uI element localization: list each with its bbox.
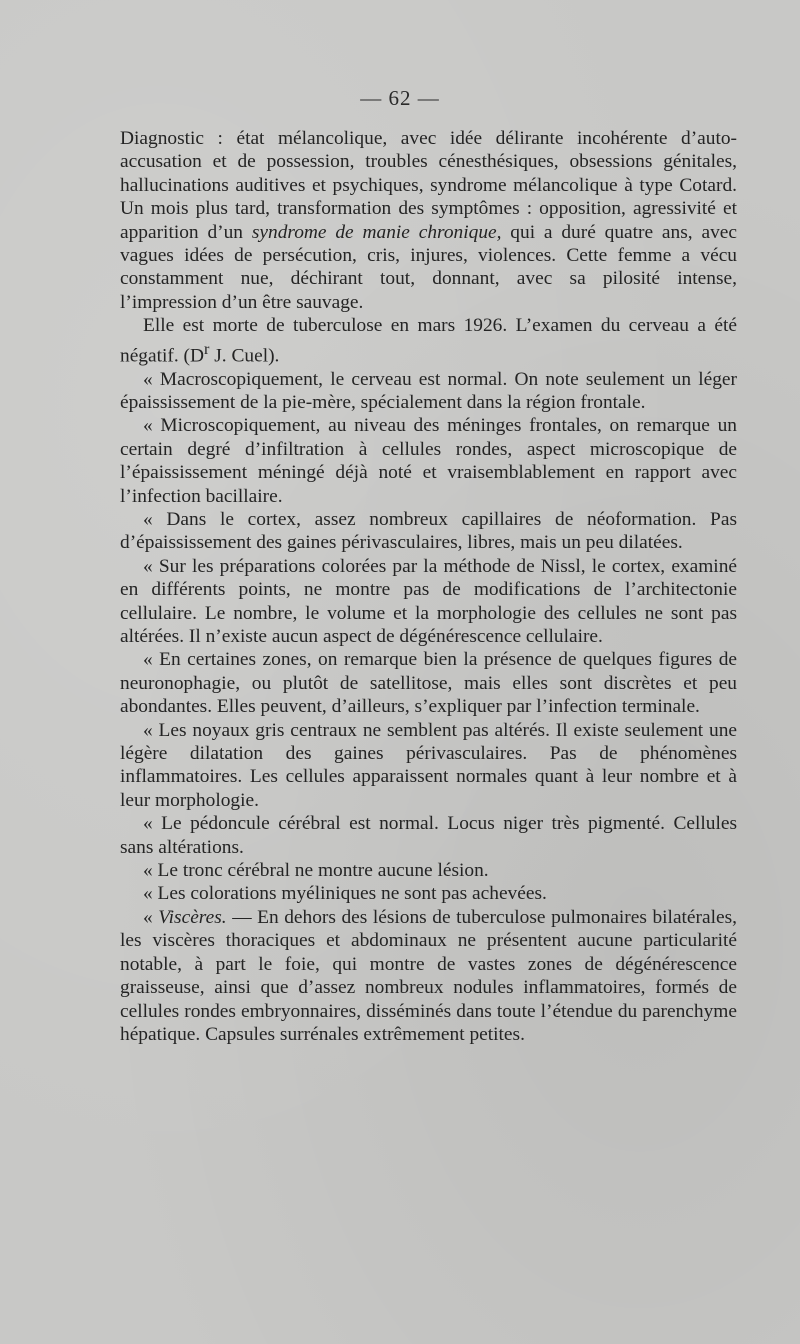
paragraph-death: Elle est morte de tuberculose en mars 1926. L’examen du cerveau a été négatif. ($D^r$ J. Cuel). <box>120 315 737 367</box>
paragraph-peduncle: « Le pédoncule cérébral est normal. Locus niger très pigmenté. Cellules sans altérations. <box>120 813 737 858</box>
paragraph-microscopic: « Microscopiquement, au niveau des méninges frontales, on remarque un certain degré d’infiltration à cellules rondes, aspect microscopique de l’épaississement méningé déjà noté et vraisemblablement en rapport avec l’infection bacillaire. <box>120 415 737 507</box>
paragraph-brainstem: « Le tronc cérébral ne montre aucune lésion. <box>143 860 489 882</box>
paragraph-viscera: « Viscères. — En dehors des lésions de tuberculose pulmonaires bilatérales, les viscères thoraciques et abdominaux ne présentent aucune particularité notable, à part le foie, qui montre de vastes zones de dégénérescence graisseuse, ainsi que d’assez nombreux nodules inflammatoires, formés de cellules rondes embryonnaires, disséminés dans toute l’étendue du parenchyme hépatique. Capsules surrénales extrêmement petites. <box>120 906 737 1045</box>
paragraph-diagnostic: Diagnostic : état mélancolique, avec idée délirante incohérente d’auto-accusation et de possession, troubles cénesthésiques, obsessions génitales, hallucinations auditives et psychiques, syndrome mélancolique à type Cotard. Un mois plus tard, transformation des symptômes : opposition, agressivité et apparition d’un syndrome de manie chronique, qui a duré quatre ans, avec vagues idées de persécution, cris, injures, violences. Cette femme a vécu constamment nue, déchirant tout, donnant, avec sa pilosité intense, l’impression d’un être sauvage. <box>120 128 737 313</box>
paragraph-grey-nuclei: « Les noyaux gris centraux ne semblent pas altérés. Il existe seulement une légère dilatation des gaines périvasculaires. Pas de phénomènes inflammatoires. Les cellules apparaissent normales quant à leur nombre et à leur morphologie. <box>120 719 737 811</box>
paragraph-cortex: « Dans le cortex, assez nombreux capillaires de néoformation. Pas d’épaississement des gaines périvasculaires, libres, mais un peu dilatées. <box>120 508 737 554</box>
page-number: — 62 — <box>360 86 440 110</box>
body-text <box>120 127 737 1046</box>
paragraph-myelin: « Les colorations myéliniques ne sont pas achevées. <box>143 883 547 905</box>
paragraph-nissl: « Sur les préparations colorées par la méthode de Nissl, le cortex, examiné en différents points, ne montre pas de modifications de l’architectonie cellulaire. Le nombre, le volume et la morphologie des cellules ne sont pas altérées. Il n’existe aucun aspect de dégénérescence cellulaire. <box>120 555 737 647</box>
paragraph-neuronophagia: « En certaines zones, on remarque bien la présence de quelques figures de neuronophagie, ou plutôt de satellitose, mais elles sont discrètes et peu abondantes. Elles peuvent, d’ailleurs, s’expliquer par l’infection terminale. <box>120 649 737 718</box>
paragraph-macroscopic: « Macroscopiquement, le cerveau est normal. On note seulement un léger épaississement de la pie-mère, spécialement dans la région frontale. <box>120 368 737 413</box>
